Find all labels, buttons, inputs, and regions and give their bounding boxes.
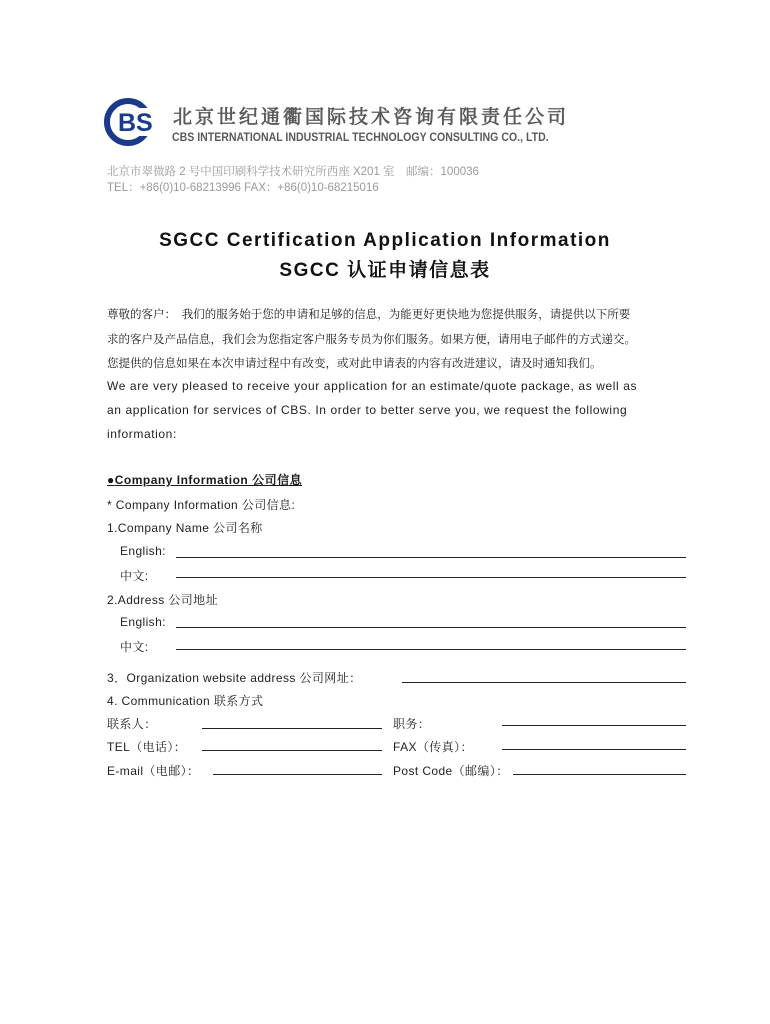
- page-title-cn: SGCC 认证申请信息表: [279, 260, 491, 281]
- address-english-field[interactable]: [176, 627, 686, 628]
- intro-cn-line-3: 您提供的信息如果在本次申请过程中有改变，或对此申请表的内容有改进建议，请及时通知我们。: [107, 356, 602, 370]
- page-title-en: SGCC Certification Application Information: [159, 230, 611, 251]
- company-name-english-field[interactable]: [176, 557, 686, 558]
- contact-person-label: 联系人：: [107, 717, 157, 731]
- intro-cn-line-2: 求的客户及产品信息，我们会为您指定客户服务专员为你们服务。如果方便，请用电子邮件的方式递交。: [107, 332, 636, 346]
- company-contact: TEL：+86(0)10-68213996 FAX：+86(0)10-68215016: [107, 182, 379, 194]
- position-label: 职务：: [393, 717, 431, 731]
- website-field[interactable]: [402, 682, 686, 683]
- address-chinese-label: 中文:: [120, 640, 149, 654]
- company-name-english-label: English:: [120, 544, 166, 558]
- tel-label: TEL（电话）：: [107, 740, 187, 754]
- address-label: 2.Address 公司地址: [107, 593, 218, 607]
- section-heading: [107, 471, 302, 488]
- contact-person-field[interactable]: [202, 728, 382, 729]
- section-heading-text: Company Information 公司信息: [114, 473, 303, 487]
- company-name-chinese-label: 中文:: [120, 569, 149, 583]
- fax-field[interactable]: [502, 749, 686, 750]
- intro-en-line-3: information:: [107, 427, 177, 441]
- company-name-en: CBS INTERNATIONAL INDUSTRIAL TECHNOLOGY CONSULTING CO., LTD.: [172, 130, 549, 144]
- intro-en-line-2: an application for services of CBS. In order to better serve you, we request the following: [107, 403, 628, 417]
- communication-label: 4. Communication 联系方式: [107, 694, 264, 708]
- bullet-icon: ●: [107, 473, 115, 487]
- company-logo: [104, 98, 154, 146]
- logo-text: BS: [118, 109, 153, 137]
- company-name-chinese-field[interactable]: [176, 577, 686, 578]
- company-address: 北京市翠微路 2 号中国印刷科学技术研究所西座 X201 室 邮编：100036: [107, 166, 479, 178]
- postcode-label: Post Code（邮编）：: [393, 764, 509, 778]
- position-field[interactable]: [502, 725, 686, 726]
- intro-en-line-1: We are very pleased to receive your application for an estimate/quote package, as well as: [107, 379, 638, 393]
- address-chinese-field[interactable]: [176, 649, 686, 650]
- section-subheading: * Company Information 公司信息:: [107, 498, 296, 512]
- company-name-cn: 北京世纪通衢国际技术咨询有限责任公司: [173, 106, 570, 128]
- postcode-field[interactable]: [513, 774, 686, 775]
- fax-label: FAX（传真）：: [393, 740, 473, 754]
- address-english-label: English:: [120, 615, 166, 629]
- email-label: E-mail（电邮）：: [107, 764, 200, 778]
- website-label: 3．Organization website address 公司网址：: [107, 671, 362, 685]
- email-field[interactable]: [213, 774, 382, 775]
- company-name-label: 1.Company Name 公司名称: [107, 521, 263, 535]
- tel-field[interactable]: [202, 750, 382, 751]
- intro-cn-line-1: 尊敬的客户： 我们的服务始于您的申请和足够的信息，为能更好更快地为您提供服务，请提供以下所要: [107, 307, 631, 321]
